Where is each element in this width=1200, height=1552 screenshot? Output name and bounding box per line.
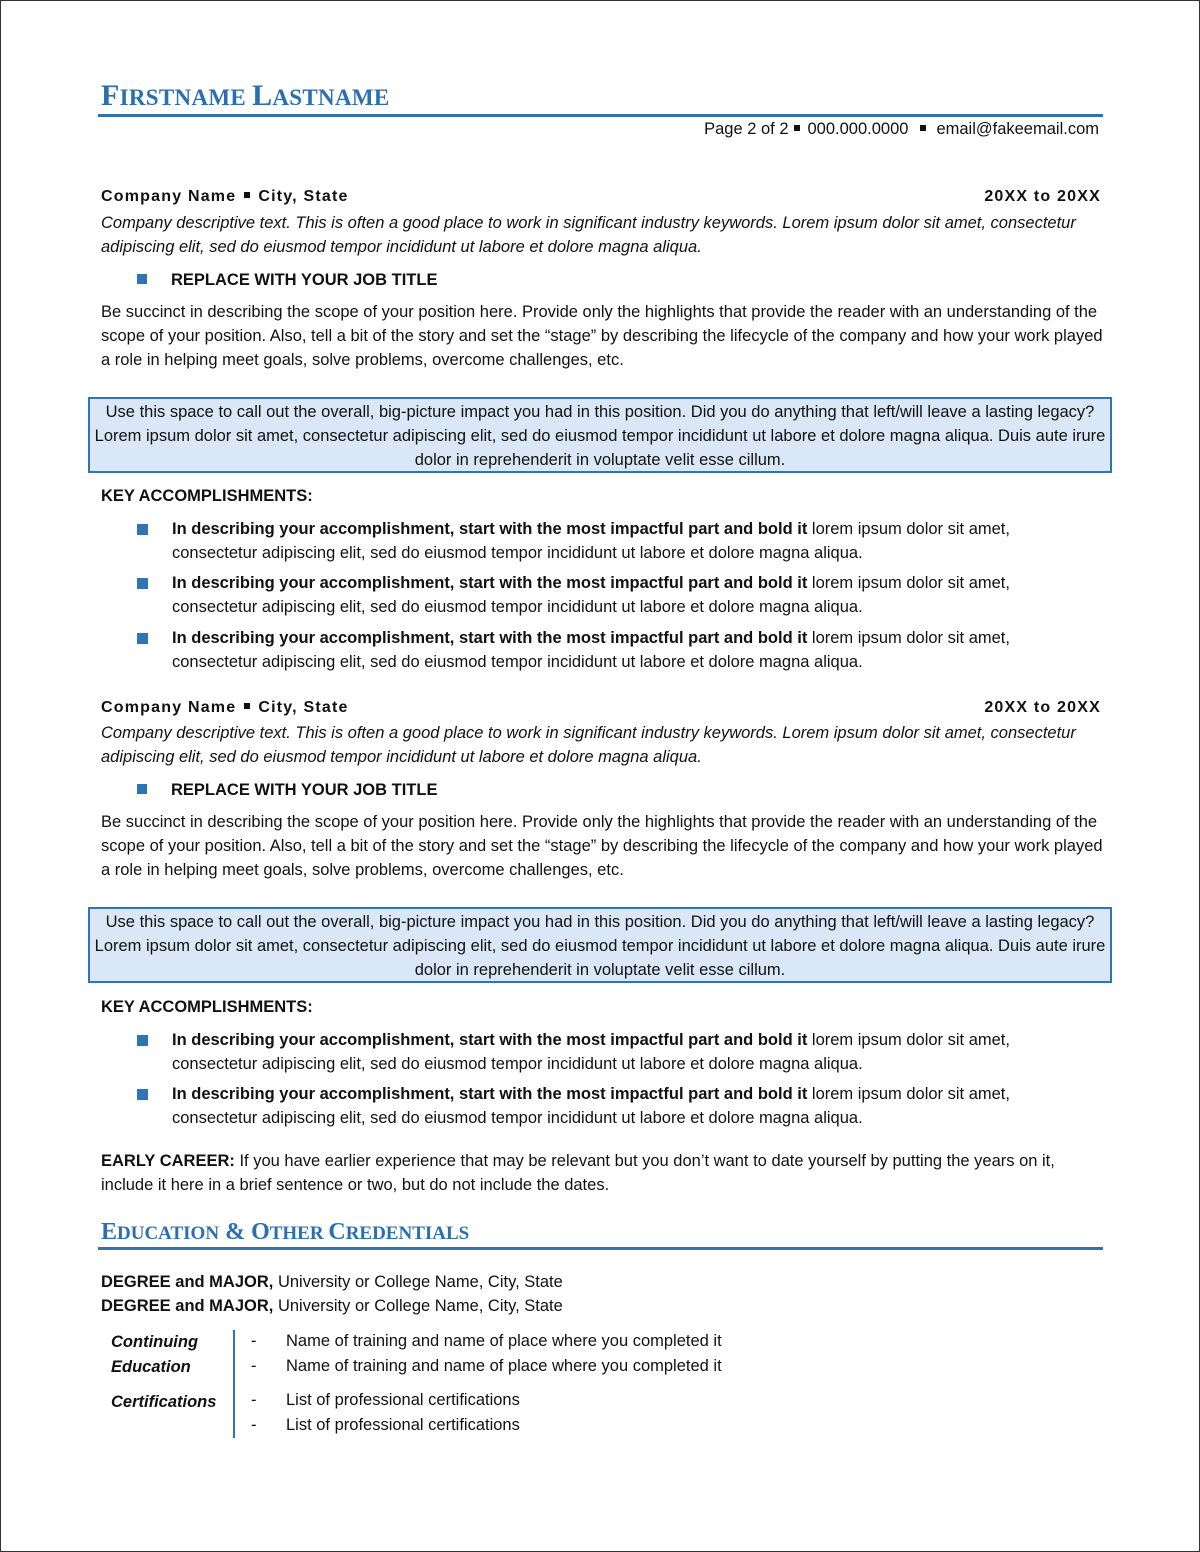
email: email@fakeemail.com xyxy=(936,120,1099,138)
separator-icon xyxy=(920,125,926,131)
accomplishment-item: In describing your accomplishment, start with the most impactful part and bold it lorem ipsum dolor sit amet, consectetur adipiscing elit, sed do eiusmod tempor incididunt ut labore et dolore magna aliqua. xyxy=(137,626,1067,674)
continuing-education-item: - Name of training and name of place where you completed it xyxy=(251,1357,722,1375)
accomplishment-item: In describing your accomplishment, start with the most impactful part and bold it lorem ipsum dolor sit amet, consectetur adipiscing elit, sed do eiusmod tempor incididunt ut labore et dolore magna aliqua. xyxy=(137,517,1067,565)
bullet-icon xyxy=(137,633,148,644)
early-career: EARLY CAREER: If you have earlier experience that may be relevant but you don’t want to date yourself by putting the years on it, include it here in a brief sentence or two, but do not include the dates. xyxy=(101,1152,1055,1194)
accomplishment-item: In describing your accomplishment, start with the most impactful part and bold it lorem ipsum dolor sit amet, consectetur adipiscing elit, sed do eiusmod tempor incididunt ut labore et dolore magna aliqua. xyxy=(137,1082,1067,1130)
bullet-icon xyxy=(137,578,148,589)
separator-icon xyxy=(244,192,250,198)
credentials-divider xyxy=(233,1330,235,1438)
job-title: REPLACE WITH YOUR JOB TITLE xyxy=(137,781,437,800)
degree-line: DEGREE and MAJOR, University or College Name, City, State xyxy=(101,1273,563,1291)
job-dates: 20XX to 20XX xyxy=(984,699,1101,716)
job-scope: Be succinct in describing the scope of your position here. Provide only the highlights that provide the reader with an understanding of the scope of your position. Also, tell a bit of the story and set the “stage” by describing the lifecycle of the company and how your work played a role in helping meet goals, solve problems, overcome challenges, etc. xyxy=(101,813,1103,879)
education-rule xyxy=(98,1247,1103,1250)
degree-line: DEGREE and MAJOR, University or College Name, City, State xyxy=(101,1297,563,1315)
certification-item: - List of professional certifications xyxy=(251,1416,520,1434)
job-scope: Be succinct in describing the scope of your position here. Provide only the highlights that provide the reader with an understanding of the scope of your position. Also, tell a bit of the story and set the “stage” by describing the lifecycle of the company and how your work played a role in helping meet goals, solve problems, overcome challenges, etc. xyxy=(101,303,1103,369)
job-title: REPLACE WITH YOUR JOB TITLE xyxy=(137,271,437,290)
page-number: Page 2 of 2 xyxy=(704,120,789,138)
continuing-education-label: Continuing Education xyxy=(111,1333,199,1376)
company-line xyxy=(101,188,1101,206)
header-rule xyxy=(98,114,1103,117)
bullet-icon xyxy=(137,1089,148,1100)
company-name: Company Name xyxy=(101,188,237,205)
impact-callout: Use this space to call out the overall, big-picture impact you had in this position. Did you do anything that left/will leave a lasting legacy? Lorem ipsum dolor sit amet, consectetur adipiscing elit, sed do eiusmod tempor incididunt ut labore et dolore magna aliqua. Duis aute irure dolor in reprehenderit in voluptate velit esse cillum. xyxy=(88,397,1112,473)
company-name: Company Name xyxy=(101,699,237,716)
bullet-icon xyxy=(137,274,147,284)
continuing-education-item: - Name of training and name of place where you completed it xyxy=(251,1332,722,1350)
contact-line xyxy=(704,120,1099,139)
certification-item: - List of professional certifications xyxy=(251,1391,520,1409)
company-description: Company descriptive text. This is often a good place to work in significant industry keywords. Lorem ipsum dolor sit amet, consectetur adipiscing elit, sed do eiusmod tempor incididunt ut labore et dolore magna aliqua. xyxy=(101,214,1076,256)
key-accomplishments-heading: KEY ACCOMPLISHMENTS: xyxy=(101,487,313,505)
education-heading: EDUCATION & OTHER CREDENTIALS xyxy=(101,1219,470,1245)
separator-icon xyxy=(794,125,800,131)
company-location: City, State xyxy=(258,188,349,205)
candidate-name: FIRSTNAME LASTNAME xyxy=(101,79,390,112)
company-description: Company descriptive text. This is often a good place to work in significant industry keywords. Lorem ipsum dolor sit amet, consectetur adipiscing elit, sed do eiusmod tempor incididunt ut labore et dolore magna aliqua. xyxy=(101,724,1076,766)
bullet-icon xyxy=(137,1035,148,1046)
key-accomplishments-heading: KEY ACCOMPLISHMENTS: xyxy=(101,998,313,1016)
bullet-icon xyxy=(137,524,148,535)
job-dates: 20XX to 20XX xyxy=(984,188,1101,205)
bullet-icon xyxy=(137,784,147,794)
company-location: City, State xyxy=(258,699,349,716)
certifications-label: Certifications xyxy=(111,1393,217,1411)
separator-icon xyxy=(244,703,250,709)
accomplishment-item: In describing your accomplishment, start with the most impactful part and bold it lorem ipsum dolor sit amet, consectetur adipiscing elit, sed do eiusmod tempor incididunt ut labore et dolore magna aliqua. xyxy=(137,1028,1067,1076)
phone: 000.000.0000 xyxy=(807,120,909,138)
company-line xyxy=(101,699,1101,717)
accomplishment-item: In describing your accomplishment, start with the most impactful part and bold it lorem ipsum dolor sit amet, consectetur adipiscing elit, sed do eiusmod tempor incididunt ut labore et dolore magna aliqua. xyxy=(137,571,1067,619)
impact-callout: Use this space to call out the overall, big-picture impact you had in this position. Did you do anything that left/will leave a lasting legacy? Lorem ipsum dolor sit amet, consectetur adipiscing elit, sed do eiusmod tempor incididunt ut labore et dolore magna aliqua. Duis aute irure dolor in reprehenderit in voluptate velit esse cillum. xyxy=(88,907,1112,983)
